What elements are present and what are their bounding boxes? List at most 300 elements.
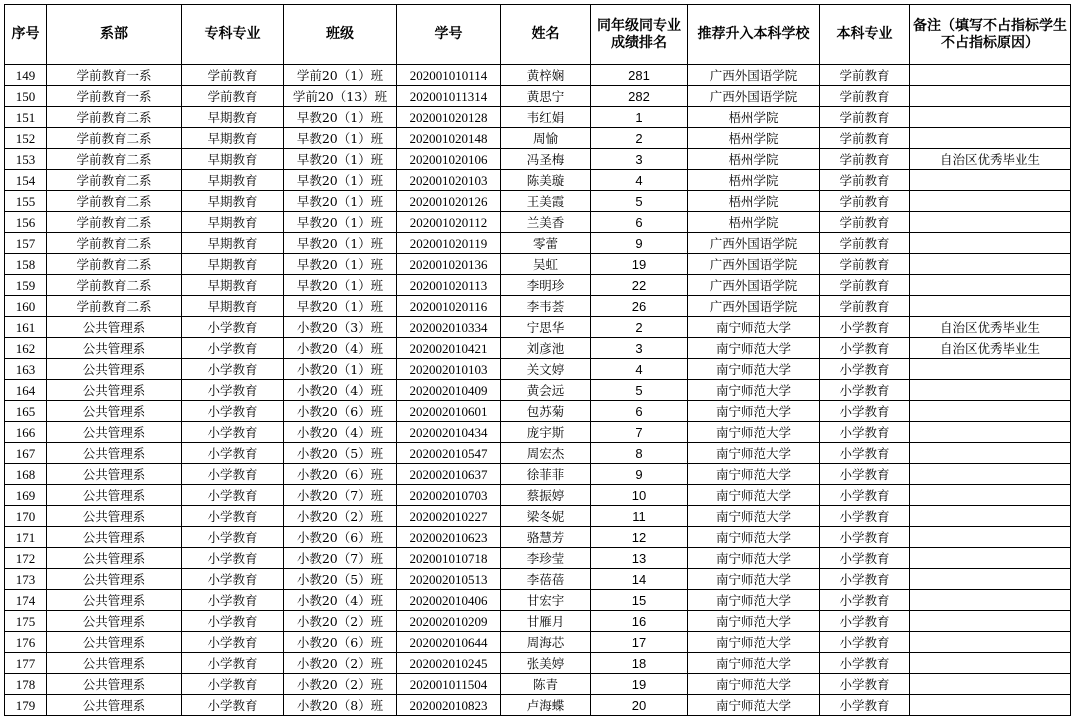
- cell-class: 小教20（2）班: [284, 506, 397, 527]
- cell-class: 早教20（1）班: [284, 296, 397, 317]
- cell-dept: 公共管理系: [47, 569, 182, 590]
- cell-seq: 153: [5, 149, 47, 170]
- header-school: 推荐升入本科学校: [688, 5, 820, 65]
- cell-rank: 282: [591, 86, 688, 107]
- cell-class: 小教20（7）班: [284, 548, 397, 569]
- table-row: [5, 170, 1071, 191]
- cell-student-id: 202002010623: [397, 527, 501, 548]
- cell-school: 南宁师范大学: [688, 359, 820, 380]
- cell-student-id: 202002010421: [397, 338, 501, 359]
- cell-remark: [910, 65, 1071, 86]
- cell-rank: 7: [591, 422, 688, 443]
- table-row: [5, 611, 1071, 632]
- cell-seq: 173: [5, 569, 47, 590]
- cell-bachelor-major: 小学教育: [820, 527, 910, 548]
- cell-rank: 19: [591, 254, 688, 275]
- cell-seq: 160: [5, 296, 47, 317]
- cell-rank: 9: [591, 233, 688, 254]
- cell-bachelor-major: 学前教育: [820, 149, 910, 170]
- cell-rank: 281: [591, 65, 688, 86]
- cell-name: 李韦荟: [501, 296, 591, 317]
- cell-remark: 自治区优秀毕业生: [910, 317, 1071, 338]
- table-row: [5, 548, 1071, 569]
- cell-class: 早教20（1）班: [284, 254, 397, 275]
- table-row: [5, 590, 1071, 611]
- cell-bachelor-major: 小学教育: [820, 695, 910, 716]
- header-student-id: 学号: [397, 5, 501, 65]
- cell-dept: 学前教育二系: [47, 128, 182, 149]
- cell-student-id: 202002010209: [397, 611, 501, 632]
- cell-bachelor-major: 小学教育: [820, 422, 910, 443]
- cell-rank: 6: [591, 212, 688, 233]
- cell-bachelor-major: 学前教育: [820, 296, 910, 317]
- cell-remark: [910, 275, 1071, 296]
- table-row: [5, 275, 1071, 296]
- cell-major: 早期教育: [182, 170, 284, 191]
- cell-seq: 165: [5, 401, 47, 422]
- cell-name: 蔡振婷: [501, 485, 591, 506]
- cell-class: 早教20（1）班: [284, 275, 397, 296]
- cell-remark: [910, 212, 1071, 233]
- cell-bachelor-major: 学前教育: [820, 254, 910, 275]
- cell-class: 早教20（1）班: [284, 233, 397, 254]
- cell-major: 早期教育: [182, 233, 284, 254]
- cell-remark: [910, 464, 1071, 485]
- table-row: [5, 485, 1071, 506]
- cell-remark: [910, 674, 1071, 695]
- cell-dept: 公共管理系: [47, 464, 182, 485]
- cell-student-id: 202001020112: [397, 212, 501, 233]
- cell-class: 小教20（6）班: [284, 527, 397, 548]
- cell-name: 黄思宁: [501, 86, 591, 107]
- cell-name: 兰美香: [501, 212, 591, 233]
- cell-dept: 学前教育二系: [47, 170, 182, 191]
- cell-name: 宁思华: [501, 317, 591, 338]
- cell-class: 小教20（4）班: [284, 380, 397, 401]
- cell-rank: 3: [591, 338, 688, 359]
- header-major: 专科专业: [182, 5, 284, 65]
- cell-major: 早期教育: [182, 212, 284, 233]
- cell-bachelor-major: 小学教育: [820, 611, 910, 632]
- cell-bachelor-major: 小学教育: [820, 506, 910, 527]
- cell-name: 韦红娟: [501, 107, 591, 128]
- table-row: [5, 653, 1071, 674]
- cell-remark: [910, 128, 1071, 149]
- table-row: [5, 338, 1071, 359]
- cell-remark: [910, 380, 1071, 401]
- cell-dept: 学前教育二系: [47, 275, 182, 296]
- header-remark: 备注（填写不占指标学生不占指标原因）: [910, 5, 1071, 65]
- cell-remark: [910, 296, 1071, 317]
- cell-major: 小学教育: [182, 338, 284, 359]
- table-row: [5, 695, 1071, 716]
- cell-name: 周海芯: [501, 632, 591, 653]
- cell-major: 早期教育: [182, 149, 284, 170]
- cell-dept: 公共管理系: [47, 611, 182, 632]
- cell-name: 黄梓娴: [501, 65, 591, 86]
- table-row: [5, 359, 1071, 380]
- cell-major: 小学教育: [182, 569, 284, 590]
- cell-major: 小学教育: [182, 422, 284, 443]
- cell-remark: [910, 611, 1071, 632]
- table-row: [5, 149, 1071, 170]
- cell-name: 张美婷: [501, 653, 591, 674]
- cell-student-id: 202002010409: [397, 380, 501, 401]
- cell-dept: 学前教育二系: [47, 149, 182, 170]
- cell-student-id: 202002010103: [397, 359, 501, 380]
- cell-dept: 公共管理系: [47, 359, 182, 380]
- cell-remark: 自治区优秀毕业生: [910, 149, 1071, 170]
- cell-student-id: 202001020116: [397, 296, 501, 317]
- cell-bachelor-major: 学前教育: [820, 65, 910, 86]
- cell-school: 南宁师范大学: [688, 569, 820, 590]
- cell-class: 早教20（1）班: [284, 149, 397, 170]
- cell-rank: 5: [591, 380, 688, 401]
- cell-name: 甘宏宇: [501, 590, 591, 611]
- header-bachelor-major: 本科专业: [820, 5, 910, 65]
- cell-dept: 公共管理系: [47, 506, 182, 527]
- cell-rank: 20: [591, 695, 688, 716]
- cell-class: 小教20（4）班: [284, 590, 397, 611]
- cell-bachelor-major: 学前教育: [820, 86, 910, 107]
- cell-rank: 14: [591, 569, 688, 590]
- cell-rank: 8: [591, 443, 688, 464]
- cell-class: 早教20（1）班: [284, 107, 397, 128]
- cell-remark: [910, 401, 1071, 422]
- cell-class: 早教20（1）班: [284, 212, 397, 233]
- cell-major: 小学教育: [182, 464, 284, 485]
- cell-seq: 159: [5, 275, 47, 296]
- cell-remark: [910, 569, 1071, 590]
- cell-remark: [910, 233, 1071, 254]
- cell-seq: 154: [5, 170, 47, 191]
- cell-student-id: 202001020128: [397, 107, 501, 128]
- cell-major: 早期教育: [182, 128, 284, 149]
- cell-rank: 10: [591, 485, 688, 506]
- cell-rank: 2: [591, 128, 688, 149]
- cell-dept: 学前教育一系: [47, 86, 182, 107]
- cell-name: 王美霞: [501, 191, 591, 212]
- cell-major: 小学教育: [182, 548, 284, 569]
- cell-school: 南宁师范大学: [688, 674, 820, 695]
- cell-remark: [910, 527, 1071, 548]
- cell-bachelor-major: 学前教育: [820, 128, 910, 149]
- cell-school: 梧州学院: [688, 170, 820, 191]
- cell-student-id: 202002010703: [397, 485, 501, 506]
- cell-seq: 158: [5, 254, 47, 275]
- cell-seq: 157: [5, 233, 47, 254]
- cell-class: 早教20（1）班: [284, 128, 397, 149]
- cell-student-id: 202001020136: [397, 254, 501, 275]
- cell-class: 早教20（1）班: [284, 191, 397, 212]
- cell-class: 小教20（4）班: [284, 338, 397, 359]
- cell-major: 小学教育: [182, 653, 284, 674]
- cell-class: 学前20（13）班: [284, 86, 397, 107]
- cell-student-id: 202002010513: [397, 569, 501, 590]
- cell-student-id: 202002010434: [397, 422, 501, 443]
- cell-name: 骆慧芳: [501, 527, 591, 548]
- cell-school: 南宁师范大学: [688, 548, 820, 569]
- cell-major: 早期教育: [182, 296, 284, 317]
- cell-name: 刘彦池: [501, 338, 591, 359]
- table-row: [5, 233, 1071, 254]
- cell-rank: 9: [591, 464, 688, 485]
- cell-student-id: 202001010718: [397, 548, 501, 569]
- cell-major: 小学教育: [182, 380, 284, 401]
- cell-seq: 177: [5, 653, 47, 674]
- table-row: [5, 632, 1071, 653]
- table-row: [5, 212, 1071, 233]
- cell-major: 小学教育: [182, 674, 284, 695]
- cell-major: 早期教育: [182, 275, 284, 296]
- cell-dept: 公共管理系: [47, 401, 182, 422]
- table-header: [5, 5, 1071, 65]
- cell-major: 小学教育: [182, 317, 284, 338]
- cell-dept: 学前教育二系: [47, 254, 182, 275]
- cell-dept: 公共管理系: [47, 317, 182, 338]
- cell-name: 李明珍: [501, 275, 591, 296]
- cell-bachelor-major: 小学教育: [820, 401, 910, 422]
- cell-major: 小学教育: [182, 506, 284, 527]
- cell-remark: [910, 191, 1071, 212]
- cell-bachelor-major: 小学教育: [820, 380, 910, 401]
- table-body: [5, 65, 1071, 716]
- cell-seq: 163: [5, 359, 47, 380]
- cell-major: 小学教育: [182, 590, 284, 611]
- cell-student-id: 202001011314: [397, 86, 501, 107]
- cell-name: 吴虹: [501, 254, 591, 275]
- cell-name: 黄会远: [501, 380, 591, 401]
- cell-school: 南宁师范大学: [688, 632, 820, 653]
- cell-school: 南宁师范大学: [688, 317, 820, 338]
- cell-name: 梁冬妮: [501, 506, 591, 527]
- cell-seq: 155: [5, 191, 47, 212]
- cell-student-id: 202001020119: [397, 233, 501, 254]
- cell-bachelor-major: 学前教育: [820, 275, 910, 296]
- cell-dept: 公共管理系: [47, 443, 182, 464]
- cell-class: 小教20（6）班: [284, 632, 397, 653]
- cell-dept: 公共管理系: [47, 422, 182, 443]
- cell-school: 梧州学院: [688, 191, 820, 212]
- cell-school: 南宁师范大学: [688, 443, 820, 464]
- cell-major: 早期教育: [182, 191, 284, 212]
- cell-dept: 学前教育二系: [47, 191, 182, 212]
- table-row: [5, 296, 1071, 317]
- cell-name: 包苏菊: [501, 401, 591, 422]
- cell-student-id: 202002010637: [397, 464, 501, 485]
- cell-rank: 3: [591, 149, 688, 170]
- header-dept: 系部: [47, 5, 182, 65]
- cell-remark: [910, 695, 1071, 716]
- cell-dept: 公共管理系: [47, 590, 182, 611]
- cell-class: 小教20（4）班: [284, 422, 397, 443]
- cell-dept: 学前教育一系: [47, 65, 182, 86]
- cell-name: 周宏杰: [501, 443, 591, 464]
- table-row: [5, 674, 1071, 695]
- cell-remark: [910, 254, 1071, 275]
- cell-student-id: 202001020126: [397, 191, 501, 212]
- cell-dept: 学前教育二系: [47, 212, 182, 233]
- table-row: [5, 401, 1071, 422]
- cell-bachelor-major: 小学教育: [820, 632, 910, 653]
- cell-remark: [910, 506, 1071, 527]
- cell-major: 小学教育: [182, 632, 284, 653]
- cell-school: 梧州学院: [688, 212, 820, 233]
- cell-class: 小教20（3）班: [284, 317, 397, 338]
- cell-school: 南宁师范大学: [688, 653, 820, 674]
- cell-seq: 164: [5, 380, 47, 401]
- cell-seq: 170: [5, 506, 47, 527]
- cell-name: 陈青: [501, 674, 591, 695]
- table-row: [5, 317, 1071, 338]
- cell-school: 南宁师范大学: [688, 590, 820, 611]
- cell-rank: 19: [591, 674, 688, 695]
- cell-rank: 5: [591, 191, 688, 212]
- cell-major: 小学教育: [182, 527, 284, 548]
- table-row: [5, 527, 1071, 548]
- cell-student-id: 202001011504: [397, 674, 501, 695]
- table-row: [5, 506, 1071, 527]
- cell-remark: [910, 632, 1071, 653]
- cell-bachelor-major: 学前教育: [820, 212, 910, 233]
- cell-name: 李珍莹: [501, 548, 591, 569]
- cell-bachelor-major: 小学教育: [820, 674, 910, 695]
- cell-seq: 161: [5, 317, 47, 338]
- header-seq: 序号: [5, 5, 47, 65]
- cell-rank: 6: [591, 401, 688, 422]
- cell-dept: 公共管理系: [47, 338, 182, 359]
- cell-major: 小学教育: [182, 611, 284, 632]
- cell-class: 小教20（5）班: [284, 569, 397, 590]
- cell-rank: 26: [591, 296, 688, 317]
- cell-school: 广西外国语学院: [688, 275, 820, 296]
- cell-student-id: 202002010334: [397, 317, 501, 338]
- table-row: [5, 65, 1071, 86]
- cell-bachelor-major: 小学教育: [820, 443, 910, 464]
- table-row: [5, 422, 1071, 443]
- header-class: 班级: [284, 5, 397, 65]
- cell-remark: [910, 422, 1071, 443]
- cell-school: 南宁师范大学: [688, 485, 820, 506]
- cell-rank: 18: [591, 653, 688, 674]
- cell-dept: 公共管理系: [47, 653, 182, 674]
- cell-class: 小教20（5）班: [284, 443, 397, 464]
- recommendation-table: [4, 4, 1071, 716]
- cell-seq: 166: [5, 422, 47, 443]
- cell-student-id: 202001020106: [397, 149, 501, 170]
- cell-major: 小学教育: [182, 695, 284, 716]
- cell-name: 冯圣梅: [501, 149, 591, 170]
- cell-remark: [910, 590, 1071, 611]
- cell-seq: 175: [5, 611, 47, 632]
- cell-school: 广西外国语学院: [688, 254, 820, 275]
- cell-rank: 1: [591, 107, 688, 128]
- cell-school: 梧州学院: [688, 149, 820, 170]
- cell-major: 小学教育: [182, 443, 284, 464]
- cell-rank: 17: [591, 632, 688, 653]
- cell-school: 梧州学院: [688, 107, 820, 128]
- cell-seq: 152: [5, 128, 47, 149]
- cell-dept: 学前教育二系: [47, 233, 182, 254]
- cell-remark: [910, 86, 1071, 107]
- cell-school: 南宁师范大学: [688, 506, 820, 527]
- cell-bachelor-major: 小学教育: [820, 485, 910, 506]
- cell-rank: 15: [591, 590, 688, 611]
- cell-bachelor-major: 学前教育: [820, 170, 910, 191]
- cell-name: 周愉: [501, 128, 591, 149]
- table-row: [5, 191, 1071, 212]
- cell-seq: 151: [5, 107, 47, 128]
- header-name: 姓名: [501, 5, 591, 65]
- cell-remark: [910, 485, 1071, 506]
- header-rank: 同年级同专业成绩排名: [591, 5, 688, 65]
- cell-major: 早期教育: [182, 254, 284, 275]
- cell-bachelor-major: 小学教育: [820, 590, 910, 611]
- cell-remark: [910, 443, 1071, 464]
- cell-school: 南宁师范大学: [688, 338, 820, 359]
- cell-student-id: 202001020103: [397, 170, 501, 191]
- cell-student-id: 202001010114: [397, 65, 501, 86]
- cell-rank: 11: [591, 506, 688, 527]
- cell-class: 小教20（7）班: [284, 485, 397, 506]
- cell-bachelor-major: 小学教育: [820, 338, 910, 359]
- cell-student-id: 202002010245: [397, 653, 501, 674]
- cell-remark: [910, 107, 1071, 128]
- cell-rank: 4: [591, 359, 688, 380]
- table-row: [5, 443, 1071, 464]
- cell-seq: 171: [5, 527, 47, 548]
- cell-major: 小学教育: [182, 359, 284, 380]
- cell-bachelor-major: 学前教育: [820, 191, 910, 212]
- cell-major: 学前教育: [182, 65, 284, 86]
- cell-bachelor-major: 小学教育: [820, 317, 910, 338]
- cell-name: 李蓓蓓: [501, 569, 591, 590]
- table-row: [5, 464, 1071, 485]
- table-row: [5, 380, 1071, 401]
- cell-seq: 179: [5, 695, 47, 716]
- cell-student-id: 202002010547: [397, 443, 501, 464]
- cell-name: 徐菲菲: [501, 464, 591, 485]
- cell-name: 庞宇斯: [501, 422, 591, 443]
- cell-dept: 公共管理系: [47, 485, 182, 506]
- cell-dept: 学前教育二系: [47, 296, 182, 317]
- cell-seq: 178: [5, 674, 47, 695]
- cell-school: 广西外国语学院: [688, 233, 820, 254]
- cell-dept: 公共管理系: [47, 527, 182, 548]
- cell-seq: 176: [5, 632, 47, 653]
- cell-school: 南宁师范大学: [688, 611, 820, 632]
- cell-school: 广西外国语学院: [688, 296, 820, 317]
- cell-bachelor-major: 小学教育: [820, 569, 910, 590]
- cell-class: 小教20（6）班: [284, 464, 397, 485]
- cell-rank: 16: [591, 611, 688, 632]
- cell-class: 早教20（1）班: [284, 170, 397, 191]
- cell-seq: 150: [5, 86, 47, 107]
- cell-major: 小学教育: [182, 401, 284, 422]
- cell-bachelor-major: 学前教育: [820, 233, 910, 254]
- header-row: [5, 5, 1071, 65]
- cell-remark: [910, 170, 1071, 191]
- cell-dept: 公共管理系: [47, 695, 182, 716]
- table-row: [5, 254, 1071, 275]
- cell-student-id: 202002010227: [397, 506, 501, 527]
- cell-school: 广西外国语学院: [688, 65, 820, 86]
- cell-seq: 172: [5, 548, 47, 569]
- cell-name: 零蕾: [501, 233, 591, 254]
- cell-name: 甘雁月: [501, 611, 591, 632]
- cell-school: 南宁师范大学: [688, 401, 820, 422]
- cell-class: 小教20（2）班: [284, 674, 397, 695]
